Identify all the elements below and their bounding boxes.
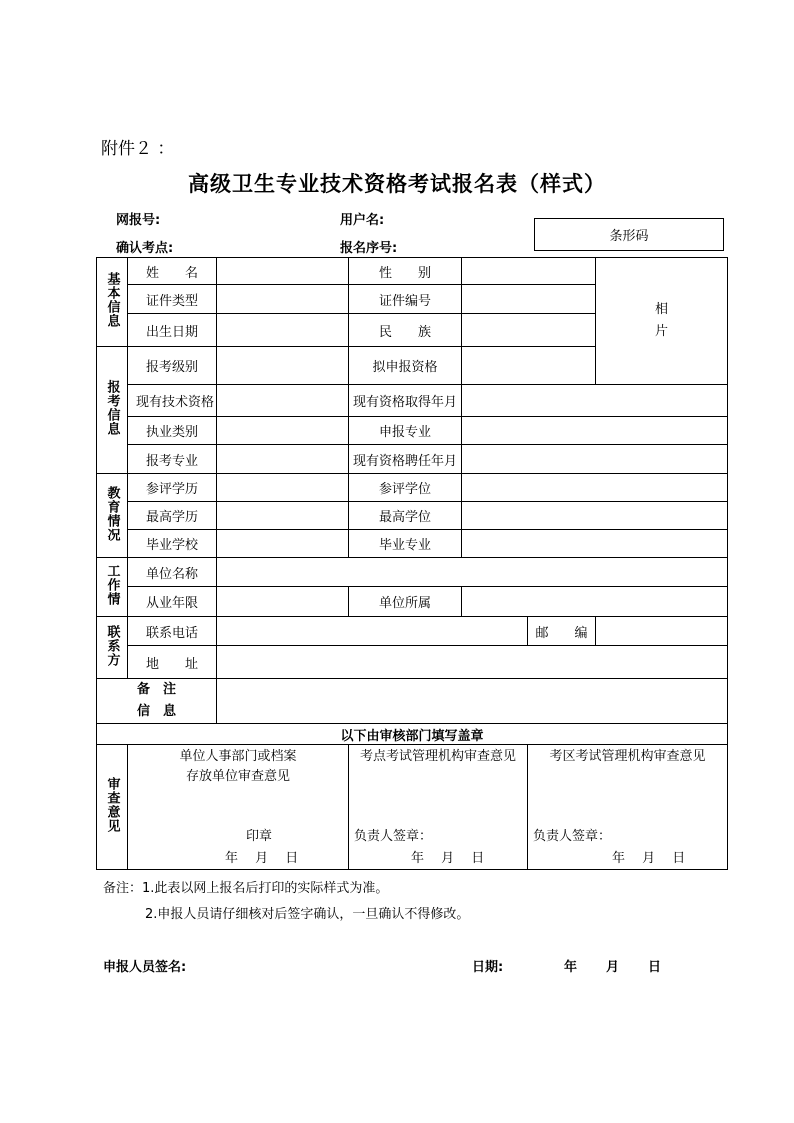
label-practice-type: 执业类别 — [128, 417, 217, 445]
barcode-label: 条形码 — [609, 229, 649, 244]
registration-table — [96, 257, 728, 870]
field-ethnic[interactable] — [462, 314, 596, 347]
label-level: 报考级别 — [128, 347, 217, 385]
label-gender: 性 别 — [349, 258, 462, 285]
date-month: 月 — [606, 960, 620, 975]
label-id-no: 证件编号 — [349, 285, 462, 314]
label-phone: 联系电话 — [128, 617, 217, 646]
review-block-region — [528, 745, 728, 870]
field-grad-major[interactable] — [462, 530, 728, 558]
label-edu-eval: 参评学历 — [128, 474, 217, 502]
label-affiliation: 单位所属 — [349, 587, 462, 617]
field-intended[interactable] — [462, 347, 596, 385]
label-remark: 备 注 信 息 — [97, 679, 217, 724]
field-id-type[interactable] — [217, 285, 349, 314]
username-label: 用户名: — [340, 213, 385, 228]
field-phone[interactable] — [217, 617, 528, 646]
field-gender[interactable] — [462, 258, 596, 285]
field-apply-major[interactable] — [462, 417, 728, 445]
field-remark[interactable] — [217, 679, 728, 724]
field-exam-major[interactable] — [217, 445, 349, 474]
field-employer[interactable] — [217, 558, 728, 587]
field-cur-tech-year[interactable] — [462, 385, 728, 417]
label-intended: 拟申报资格 — [349, 347, 462, 385]
form-title: 高级卫生专业技术资格考试报名表（样式） — [188, 171, 606, 196]
review-col3-date: 年 月 日 — [612, 851, 686, 866]
date-year: 年 — [564, 960, 578, 975]
field-cur-tech[interactable] — [217, 385, 349, 417]
label-school: 毕业学校 — [128, 530, 217, 558]
section-edu: 教育情况 — [97, 474, 128, 558]
field-practice-type[interactable] — [217, 417, 349, 445]
field-affiliation[interactable] — [462, 587, 728, 617]
section-apply: 报考信息 — [97, 347, 128, 474]
review-block-employer — [128, 745, 349, 870]
label-edu-high: 最高学历 — [128, 502, 217, 530]
label-exam-major: 报考专业 — [128, 445, 217, 474]
note-2: 2.申报人员请仔细核对后签字确认，一旦确认不得修改。 — [145, 907, 470, 922]
section-work: 工作情 — [97, 558, 128, 617]
label-cur-tech: 现有技术资格 — [128, 385, 217, 417]
review-block-site — [349, 745, 528, 870]
field-school[interactable] — [217, 530, 349, 558]
review-col3-title: 考区考试管理机构审查意见 — [549, 749, 706, 764]
note-1: 备注：1.此表以网上报名后打印的实际样式为准。 — [103, 881, 389, 896]
field-cur-hire-year[interactable] — [462, 445, 728, 474]
label-deg-eval: 参评学位 — [349, 474, 462, 502]
date-day: 日 — [648, 960, 662, 975]
field-birth[interactable] — [217, 314, 349, 347]
label-address: 地 址 — [128, 646, 217, 679]
label-employer: 单位名称 — [128, 558, 217, 587]
review-col2-date: 年 月 日 — [411, 851, 485, 866]
field-edu-high[interactable] — [217, 502, 349, 530]
label-grad-major: 毕业专业 — [349, 530, 462, 558]
photo-box: 相片 — [596, 258, 728, 385]
review-col3-signer: 负责人签章： — [533, 829, 612, 844]
section-basic: 基本信息 — [97, 258, 128, 347]
label-postcode: 邮 编 — [528, 617, 596, 646]
review-col1-title: 单位人事部门或档案 存放单位审查意见 — [179, 749, 297, 784]
seal-label: 印章 — [246, 829, 273, 844]
barcode-box — [534, 218, 724, 251]
field-deg-eval[interactable] — [462, 474, 728, 502]
label-name: 姓 名 — [128, 258, 217, 285]
field-address[interactable] — [217, 646, 728, 679]
field-postcode[interactable] — [596, 617, 728, 646]
section-review: 审查意见 — [97, 745, 128, 870]
review-heading: 以下由审核部门填写盖章 — [97, 724, 728, 745]
label-cur-tech-year: 现有资格取得年月 — [349, 385, 462, 417]
field-years[interactable] — [217, 587, 349, 617]
reg-no-label: 报名序号: — [340, 241, 398, 256]
label-id-type: 证件类型 — [128, 285, 217, 314]
review-col2-signer: 负责人签章： — [354, 829, 433, 844]
label-deg-high: 最高学位 — [349, 502, 462, 530]
field-deg-high[interactable] — [462, 502, 728, 530]
field-name[interactable] — [217, 258, 349, 285]
review-col1-date: 年 月 日 — [225, 851, 299, 866]
label-birth: 出生日期 — [128, 314, 217, 347]
sign-label: 申报人员签名: — [103, 960, 187, 975]
web-no-label: 网报号: — [116, 213, 161, 228]
field-edu-eval[interactable] — [217, 474, 349, 502]
field-id-no[interactable] — [462, 285, 596, 314]
label-years: 从业年限 — [128, 587, 217, 617]
section-contact: 联系方 — [97, 617, 128, 679]
field-level[interactable] — [217, 347, 349, 385]
label-ethnic: 民 族 — [349, 314, 462, 347]
attachment-label: 附件２ ： — [101, 139, 175, 159]
label-apply-major: 申报专业 — [349, 417, 462, 445]
review-col2-title: 考点考试管理机构审查意见 — [359, 749, 516, 764]
confirm-site-label: 确认考点: — [116, 241, 174, 256]
label-cur-hire-year: 现有资格聘任年月 — [349, 445, 462, 474]
date-label: 日期: — [472, 960, 504, 975]
